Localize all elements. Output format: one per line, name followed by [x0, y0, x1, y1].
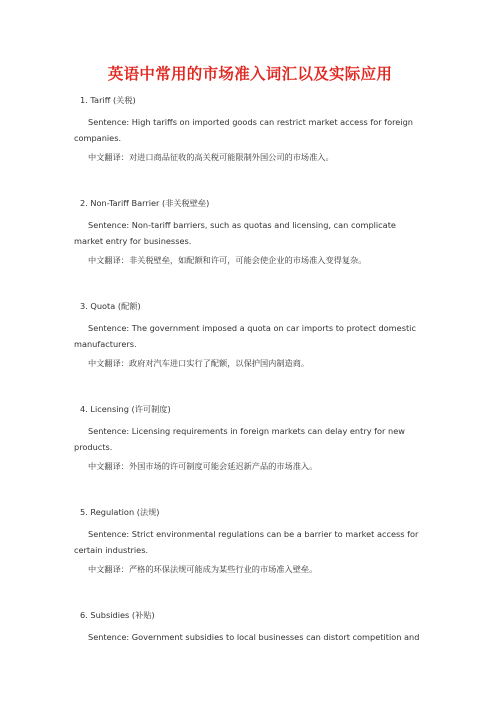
entry-sentence: Sentence: The government imposed a quota on car imports to protect domestic manufacturers.	[74, 323, 416, 349]
entry-heading: 6. Subsidies (补贴)	[80, 610, 155, 620]
entry-sentence: Sentence: Non-tariff barriers, such as quotas and licensing, can complicate market entry for businesses.	[74, 220, 396, 246]
entry-heading: 4. Licensing (许可制度)	[80, 404, 171, 414]
vocabulary-entry	[74, 300, 424, 403]
entry-sentence: Sentence: High tariffs on imported goods can restrict market access for foreign companies.	[74, 117, 413, 143]
entry-sentence: Sentence: Government subsidies to local businesses can distort competition and	[88, 632, 420, 642]
vocabulary-entry	[74, 609, 424, 707]
vocabulary-entry	[74, 197, 424, 300]
entry-translation: 中文翻译：严格的环保法规可能成为某些行业的市场准入壁垒。	[88, 564, 318, 574]
entry-heading: 1. Tariff (关税)	[80, 95, 136, 105]
vocabulary-list	[74, 94, 424, 707]
entry-translation: 中文翻译：对进口商品征收的高关税可能限制外国公司的市场准入。	[88, 152, 334, 162]
vocabulary-entry	[74, 94, 424, 197]
vocabulary-entry	[74, 506, 424, 609]
entry-translation: 中文翻译：政府对汽车进口实行了配额，以保护国内制造商。	[88, 358, 310, 368]
entry-heading: 5. Regulation (法规)	[80, 507, 160, 517]
entry-heading: 3. Quota (配额)	[80, 301, 141, 311]
entry-translation: 中文翻译：非关税壁垒，如配额和许可，可能会使企业的市场准入变得复杂。	[88, 255, 367, 265]
entry-heading: 2. Non-Tariff Barrier (非关税壁垒)	[80, 198, 210, 208]
vocabulary-entry	[74, 403, 424, 506]
entry-translation: 中文翻译：外国市场的许可制度可能会延迟新产品的市场准入。	[88, 461, 318, 471]
entry-sentence: Sentence: Licensing requirements in foreign markets can delay entry for new products.	[74, 426, 405, 452]
document-title: 英语中常用的市场准入词汇以及实际应用	[107, 65, 393, 83]
entry-sentence: Sentence: Strict environmental regulations can be a barrier to market access for certain industries.	[74, 529, 419, 555]
